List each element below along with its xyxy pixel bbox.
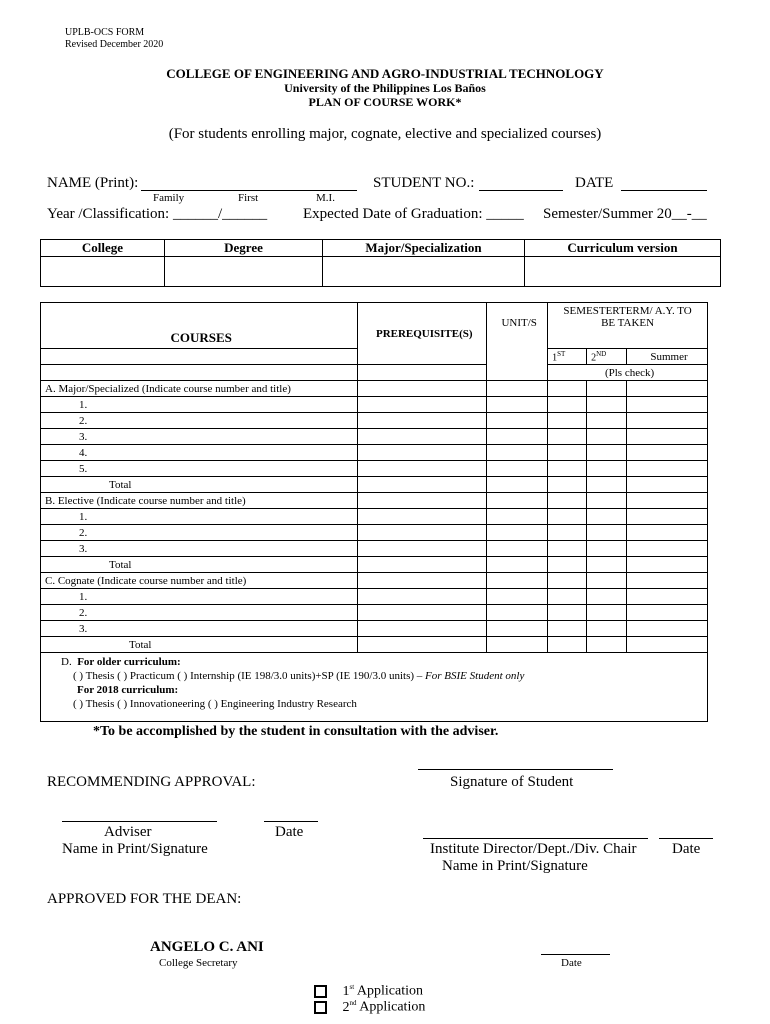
second-application-sup: nd <box>349 999 357 1007</box>
director-label: Institute Director/Dept./Div. Chair <box>430 841 637 857</box>
units-cell[interactable] <box>487 557 548 573</box>
sem2-cell[interactable] <box>587 509 627 525</box>
sem2-cell[interactable] <box>587 461 627 477</box>
sem1-cell[interactable] <box>548 509 587 525</box>
summer-cell[interactable] <box>627 605 708 621</box>
form-code: UPLB-OCS FORM <box>65 27 145 38</box>
table-row <box>41 637 708 653</box>
prereq-cell[interactable] <box>358 477 487 493</box>
second-sem-num: 2 <box>591 352 597 364</box>
prereq-cell[interactable] <box>358 621 487 637</box>
degree-header: Degree <box>165 240 323 257</box>
adviser-name-print: Name in Print/Signature <box>62 841 208 857</box>
course-num[interactable]: 3. <box>41 429 358 445</box>
total-label: Total <box>41 637 358 653</box>
course-num[interactable]: 1. <box>41 397 358 413</box>
table-row <box>41 509 708 525</box>
mi-label: M.I. <box>316 192 335 204</box>
recommending-approval: RECOMMENDING APPROVAL: <box>47 774 256 790</box>
secretary-name: ANGELO C. ANI <box>150 939 264 955</box>
prereq-cell[interactable] <box>358 381 487 397</box>
second-sem-header <box>587 349 627 365</box>
units-cell[interactable] <box>487 493 548 509</box>
sem1-cell[interactable] <box>548 605 587 621</box>
section-d <box>41 653 708 722</box>
sem1-cell[interactable] <box>548 525 587 541</box>
first-application-label: Application <box>356 983 424 999</box>
older-options[interactable]: ( ) Thesis ( ) Practicum ( ) Internship (IE 198/3.0 units)+SP (IE 190/3.0 units) – <box>73 670 423 682</box>
first-application-num: 1 <box>342 983 350 999</box>
major-header: Major/Specialization <box>323 240 525 257</box>
director-date-label: Date <box>672 841 701 857</box>
summer-cell[interactable] <box>627 573 708 589</box>
dean-date-label: Date <box>561 957 582 969</box>
course-num[interactable]: 3. <box>41 621 358 637</box>
sem1-cell[interactable] <box>548 429 587 445</box>
sem1-cell[interactable] <box>548 461 587 477</box>
table-row <box>41 589 708 605</box>
table-row <box>41 605 708 621</box>
course-num[interactable]: 1. <box>41 509 358 525</box>
adviser-note: *To be accomplished by the student in consultation with the adviser. <box>93 724 499 739</box>
director-date-line[interactable] <box>659 838 713 839</box>
prereq-cell[interactable] <box>358 413 487 429</box>
units-cell[interactable] <box>487 445 548 461</box>
units-cell[interactable] <box>487 413 548 429</box>
total-label: Total <box>41 477 358 493</box>
summer-cell[interactable] <box>627 461 708 477</box>
adviser-signature-line[interactable] <box>62 821 217 822</box>
summer-header: Summer <box>627 349 708 365</box>
units-cell[interactable] <box>487 461 548 477</box>
first-label: First <box>238 192 259 204</box>
sem1-cell[interactable] <box>548 573 587 589</box>
university-name: University of the Philippines Los Baños <box>284 81 486 95</box>
units-cell[interactable] <box>487 509 548 525</box>
approved-for-dean: APPROVED FOR THE DEAN: <box>47 891 242 907</box>
units-cell[interactable] <box>487 621 548 637</box>
units-cell[interactable] <box>487 605 548 621</box>
pls-check: (Pls check) <box>548 365 708 381</box>
first-sem-num: 1 <box>552 352 558 364</box>
table-row <box>41 413 708 429</box>
first-sem-sup: ST <box>557 349 566 358</box>
sem2-cell[interactable] <box>587 525 627 541</box>
secretary-title: College Secretary <box>159 957 238 969</box>
units-header: UNIT/S <box>487 303 548 381</box>
table-row <box>41 557 708 573</box>
first-application-checkbox[interactable] <box>314 985 327 998</box>
summer-cell[interactable] <box>627 477 708 493</box>
student-no-line[interactable] <box>479 190 563 191</box>
prereq-cell[interactable] <box>358 637 487 653</box>
course-num[interactable]: 1. <box>41 589 358 605</box>
revised-date: Revised December 2020 <box>65 39 164 50</box>
course-num[interactable]: 3. <box>41 541 358 557</box>
college-header: College <box>41 240 165 257</box>
table-row <box>41 541 708 557</box>
prereq-cell[interactable] <box>358 557 487 573</box>
prereq-cell[interactable] <box>358 541 487 557</box>
units-cell[interactable] <box>487 429 548 445</box>
signature-student-label: Signature of Student <box>450 774 574 790</box>
college-name: COLLEGE OF ENGINEERING AND AGRO-INDUSTRIAL TECHNOLOGY <box>166 66 604 81</box>
sem1-cell[interactable] <box>548 413 587 429</box>
courses-sub-cell <box>41 349 358 365</box>
second-application-num: 2 <box>342 999 350 1015</box>
section-c-label: C. Cognate (Indicate course number and title) <box>41 573 358 589</box>
student-no-label: STUDENT NO.: <box>373 175 475 191</box>
table-row <box>41 621 708 637</box>
first-sem-header <box>548 349 587 365</box>
semester-header: SEMESTERTERM/ A.Y. TO BE TAKEN <box>548 303 708 349</box>
summer-cell[interactable] <box>627 557 708 573</box>
sem2-cell[interactable] <box>587 445 627 461</box>
table-row <box>41 429 708 445</box>
table-row <box>41 445 708 461</box>
summer-cell[interactable] <box>627 413 708 429</box>
units-cell[interactable] <box>487 573 548 589</box>
summer-cell[interactable] <box>627 397 708 413</box>
table-row <box>41 525 708 541</box>
sem1-cell[interactable] <box>548 397 587 413</box>
prereq-cell[interactable] <box>358 461 487 477</box>
expected-graduation: Expected Date of Graduation: _____ <box>303 206 524 222</box>
sem1-cell[interactable] <box>548 445 587 461</box>
summer-cell[interactable] <box>627 381 708 397</box>
sem1-cell[interactable] <box>548 381 587 397</box>
units-cell[interactable] <box>487 637 548 653</box>
courses-sub-cell <box>41 365 358 381</box>
sem2-cell[interactable] <box>587 381 627 397</box>
adviser-date-line[interactable] <box>264 821 318 822</box>
sem2-cell[interactable] <box>587 573 627 589</box>
adviser-date-label: Date <box>275 824 304 840</box>
units-cell[interactable] <box>487 525 548 541</box>
sem2-cell[interactable] <box>587 397 627 413</box>
prereq-cell[interactable] <box>358 493 487 509</box>
summer-cell[interactable] <box>627 509 708 525</box>
prereq-cell[interactable] <box>358 589 487 605</box>
older-curriculum-label: For older curriculum: <box>77 656 181 668</box>
table-row <box>41 461 708 477</box>
course-num[interactable]: 2. <box>41 413 358 429</box>
second-sem-sup: ND <box>596 349 607 358</box>
name-line[interactable] <box>141 190 357 191</box>
sem2-cell[interactable] <box>587 637 627 653</box>
sem1-cell[interactable] <box>548 493 587 509</box>
date-label: DATE <box>575 175 614 191</box>
college-cell[interactable] <box>41 257 165 287</box>
course-num[interactable]: 2. <box>41 525 358 541</box>
first-application-option[interactable] <box>314 983 423 1000</box>
prereq-cell[interactable] <box>358 525 487 541</box>
sem2-cell[interactable] <box>587 477 627 493</box>
name-label: NAME (Print): <box>47 175 139 191</box>
sem2-cell[interactable] <box>587 605 627 621</box>
table-row <box>41 493 708 509</box>
units-cell[interactable] <box>487 381 548 397</box>
director-signature-line[interactable] <box>423 838 648 839</box>
prereq-header: PREREQUISITE(S) <box>358 303 487 365</box>
prereq-sub-cell <box>358 365 487 381</box>
units-cell[interactable] <box>487 397 548 413</box>
total-label: Total <box>41 557 358 573</box>
sem2-cell[interactable] <box>587 541 627 557</box>
table-row <box>41 477 708 493</box>
section-d-label: D. <box>61 656 72 668</box>
summer-cell[interactable] <box>627 525 708 541</box>
summer-cell[interactable] <box>627 541 708 557</box>
degree-cell[interactable] <box>165 257 323 287</box>
course-num[interactable]: 5. <box>41 461 358 477</box>
section-a-label: A. Major/Specialized (Indicate course number and title) <box>41 381 358 397</box>
dean-date-line[interactable] <box>541 954 610 955</box>
units-cell[interactable] <box>487 541 548 557</box>
date-line[interactable] <box>621 190 707 191</box>
sem2-cell[interactable] <box>587 413 627 429</box>
bsie-note: For BSIE Student only <box>425 670 525 682</box>
prereq-cell[interactable] <box>358 429 487 445</box>
section-b-label: B. Elective (Indicate course number and title) <box>41 493 358 509</box>
second-application-label: Application <box>359 999 426 1015</box>
courses-header: COURSES <box>41 303 358 349</box>
prereq-cell[interactable] <box>358 509 487 525</box>
sem2-cell[interactable] <box>587 493 627 509</box>
units-cell[interactable] <box>487 477 548 493</box>
summer-cell[interactable] <box>627 493 708 509</box>
family-label: Family <box>153 192 185 204</box>
sem1-cell[interactable] <box>548 541 587 557</box>
major-cell[interactable] <box>323 257 525 287</box>
new-options[interactable]: ( ) Thesis ( ) Innovationeering ( ) Engineering Industry Research <box>73 698 357 710</box>
form-subtitle: (For students enrolling major, cognate, elective and specialized courses) <box>168 126 602 142</box>
sem1-cell[interactable] <box>548 589 587 605</box>
curriculum-header: Curriculum version <box>525 240 721 257</box>
sem2-cell[interactable] <box>587 589 627 605</box>
course-num[interactable]: 2. <box>41 605 358 621</box>
summer-cell[interactable] <box>627 429 708 445</box>
sem2-cell[interactable] <box>587 557 627 573</box>
new-curriculum-label: For 2018 curriculum: <box>77 684 179 696</box>
sem2-cell[interactable] <box>587 429 627 445</box>
second-application-checkbox[interactable] <box>314 1001 327 1014</box>
summer-cell[interactable] <box>627 589 708 605</box>
year-classification: Year /Classification: ______/______ <box>47 206 268 222</box>
table-row <box>41 381 708 397</box>
summer-cell[interactable] <box>627 621 708 637</box>
first-application-sup: st <box>349 983 355 991</box>
table-row <box>41 573 708 589</box>
sem1-cell[interactable] <box>548 557 587 573</box>
sem1-cell[interactable] <box>548 477 587 493</box>
summer-cell[interactable] <box>627 445 708 461</box>
adviser-label: Adviser <box>104 824 152 840</box>
student-signature-line[interactable] <box>418 769 613 770</box>
prereq-cell[interactable] <box>358 397 487 413</box>
prereq-cell[interactable] <box>358 573 487 589</box>
summer-cell[interactable] <box>627 637 708 653</box>
units-cell[interactable] <box>487 589 548 605</box>
sem1-cell[interactable] <box>548 637 587 653</box>
second-application-option[interactable] <box>314 999 425 1016</box>
sem2-cell[interactable] <box>587 621 627 637</box>
director-name-print: Name in Print/Signature <box>442 858 588 874</box>
college-degree-table <box>40 239 721 287</box>
curriculum-cell[interactable] <box>525 257 721 287</box>
semester-summer: Semester/Summer 20__-__ <box>543 206 707 222</box>
course-num[interactable]: 4. <box>41 445 358 461</box>
form-title: PLAN OF COURSE WORK* <box>308 95 462 109</box>
table-row <box>41 397 708 413</box>
courses-table <box>40 302 708 722</box>
sem1-cell[interactable] <box>548 621 587 637</box>
prereq-cell[interactable] <box>358 605 487 621</box>
prereq-cell[interactable] <box>358 445 487 461</box>
